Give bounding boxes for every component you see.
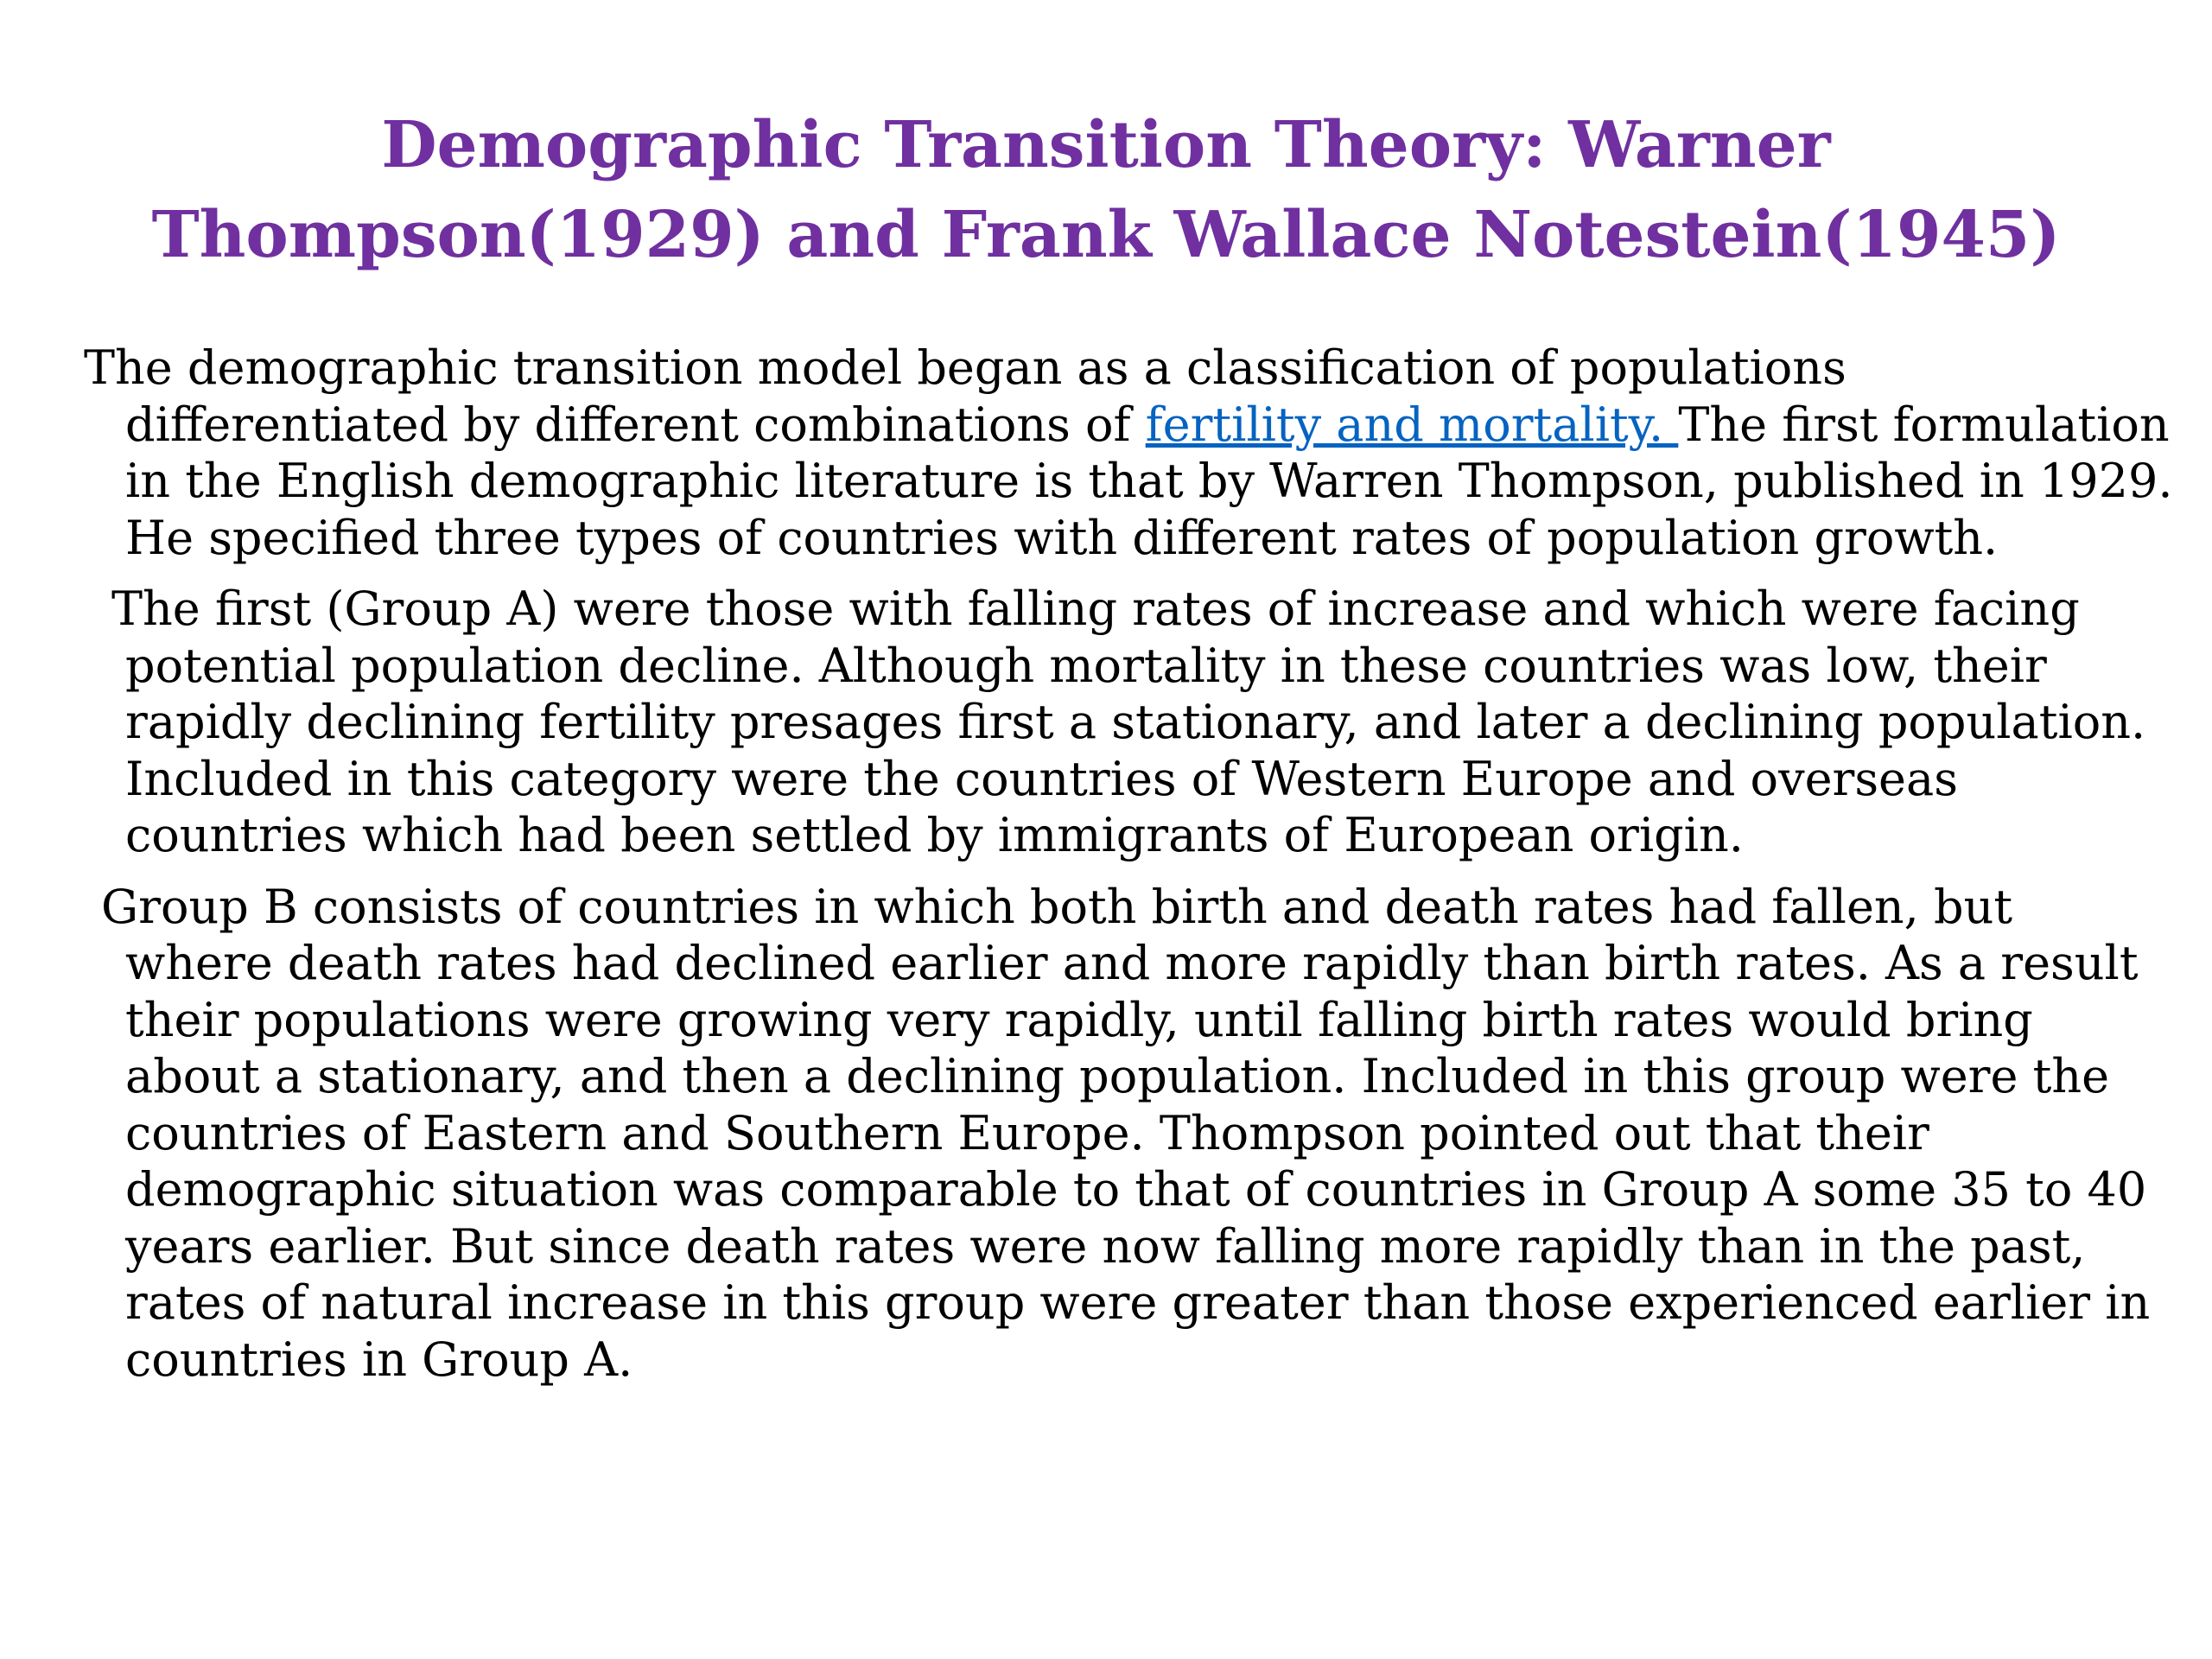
fertility-mortality-link[interactable]: fertility and mortality. bbox=[1145, 397, 1679, 452]
slide-title: Demographic Transition Theory: Warner Thompson(1929) and Frank Wallace Notestein(1945) bbox=[151, 108, 2061, 272]
paragraph-group-a: The first (Group A) were those with falling rates of increase and which were facing potential population decline. Although mortality in these countries was low, their rapidly declining fertility presages first a stationary, and later a declining population. Included in this category were the countries of Western Europe and overseas countries which had been settled by immigrants of European origin. bbox=[111, 582, 2146, 862]
paragraph-intro-text-after-link: The first formulation in the English demographic literature is that by Warren Thompson, published in 1929. He specified three types of countries with different rates of population growth. bbox=[125, 397, 2173, 565]
paragraph-intro bbox=[82, 340, 2173, 566]
slide-body bbox=[82, 340, 2173, 1388]
paragraph-intro-text-before-link: The demographic transition model began as a classification of populations differentiated by different combinations of bbox=[84, 340, 1847, 452]
paragraph-group-b: Group B consists of countries in which both birth and death rates had fallen, but where death rates had declined earlier and more rapidly than birth rates. As a result their populations were growing very rapidly, until falling birth rates would bring about a stationary, and then a declining population. Included in this group were the countries of Eastern and Southern Europe. Thompson pointed out that their demographic situation was comparable to that of countries in Group A some 35 to 40 years earlier. But since death rates were now falling more rapidly than in the past, rates of natural increase in this group were greater than those experienced earlier in countries in Group A. bbox=[101, 879, 2151, 1387]
